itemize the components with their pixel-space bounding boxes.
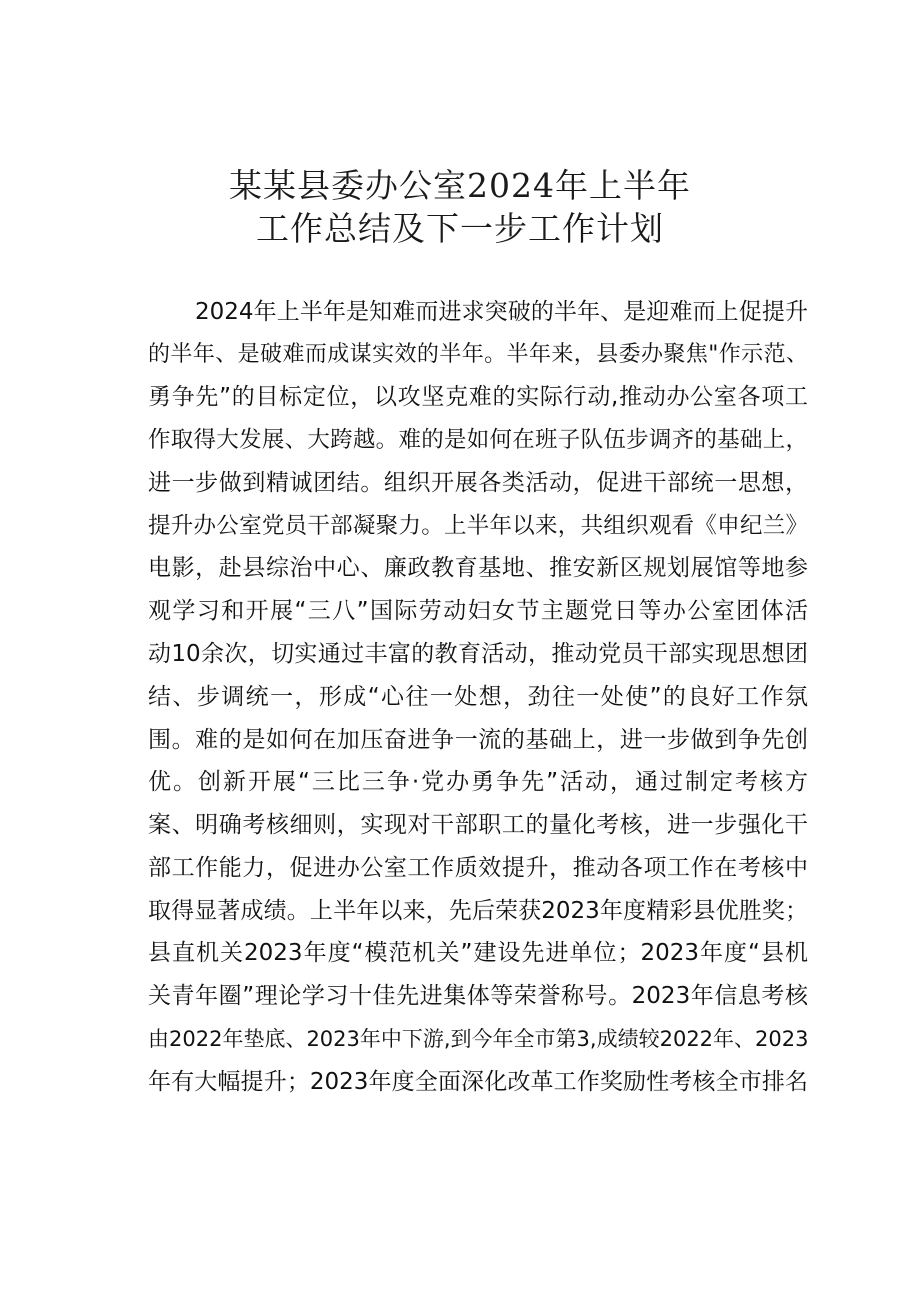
body-line: 结、步调统一，形成“心往一处想，劲往一处使”的良好工作氛 [148, 684, 808, 710]
body-line: 的半年、是破难而成谋实效的半年。半年来，县委办聚焦"作示范、 [148, 342, 808, 367]
document-title-line-1: 某某县委办公室2024年上半年 [229, 166, 691, 205]
body-line: 关青年圈”理论学习十佳先进集体等荣誉称号。2023年信息考核 [148, 983, 808, 1009]
body-line: 提升办公室党员干部凝聚力。上半年以来，共组织观看《申纪兰》 [148, 513, 808, 539]
body-line: 2024年上半年是知难而进求突破的半年、是迎难而上促提升 [195, 299, 808, 325]
body-line: 作取得大发展、大跨越。难的是如何在班子队伍步调齐的基础上， [148, 427, 808, 453]
body-line: 电影，赴县综治中心、廉政教育基地、推安新区规划展馆等地参 [148, 555, 808, 581]
body-line: 进一步做到精诚团结。组织开展各类活动，促进干部统一思想， [148, 470, 808, 496]
body-line: 取得显著成绩。上半年以来，先后荣获2023年度精彩县优胜奖； [148, 898, 808, 924]
body-line: 围。难的是如何在加压奋进争一流的基础上，进一步做到争先创 [148, 727, 808, 753]
body-line: 年有大幅提升；2023年度全面深化改革工作奖励性考核全市排名 [148, 1069, 808, 1095]
document-title-line-2: 工作总结及下一步工作计划 [256, 209, 664, 248]
body-line: 优。创新开展“三比三争·党办勇争先”活动，通过制定考核方 [148, 769, 808, 795]
body-line: 由2022年垫底、2023年中下游,到今年全市第3,成绩较2022年、2023 [148, 1027, 809, 1051]
body-line: 观学习和开展“三八”国际劳动妇女节主题党日等办公室团体活 [148, 598, 808, 624]
body-line: 县直机关2023年度“模范机关”建设先进单位；2023年度“县机 [148, 940, 808, 966]
body-line: 案、明确考核细则，实现对干部职工的量化考核，进一步强化干 [148, 812, 808, 838]
body-line: 部工作能力，促进办公室工作质效提升，推动各项工作在考核中 [148, 855, 808, 881]
body-line: 动10余次，切实通过丰富的教育活动，推动党员干部实现思想团 [148, 641, 808, 667]
body-line: 勇争先”的目标定位，以攻坚克难的实际行动,推动办公室各项工 [148, 384, 808, 410]
